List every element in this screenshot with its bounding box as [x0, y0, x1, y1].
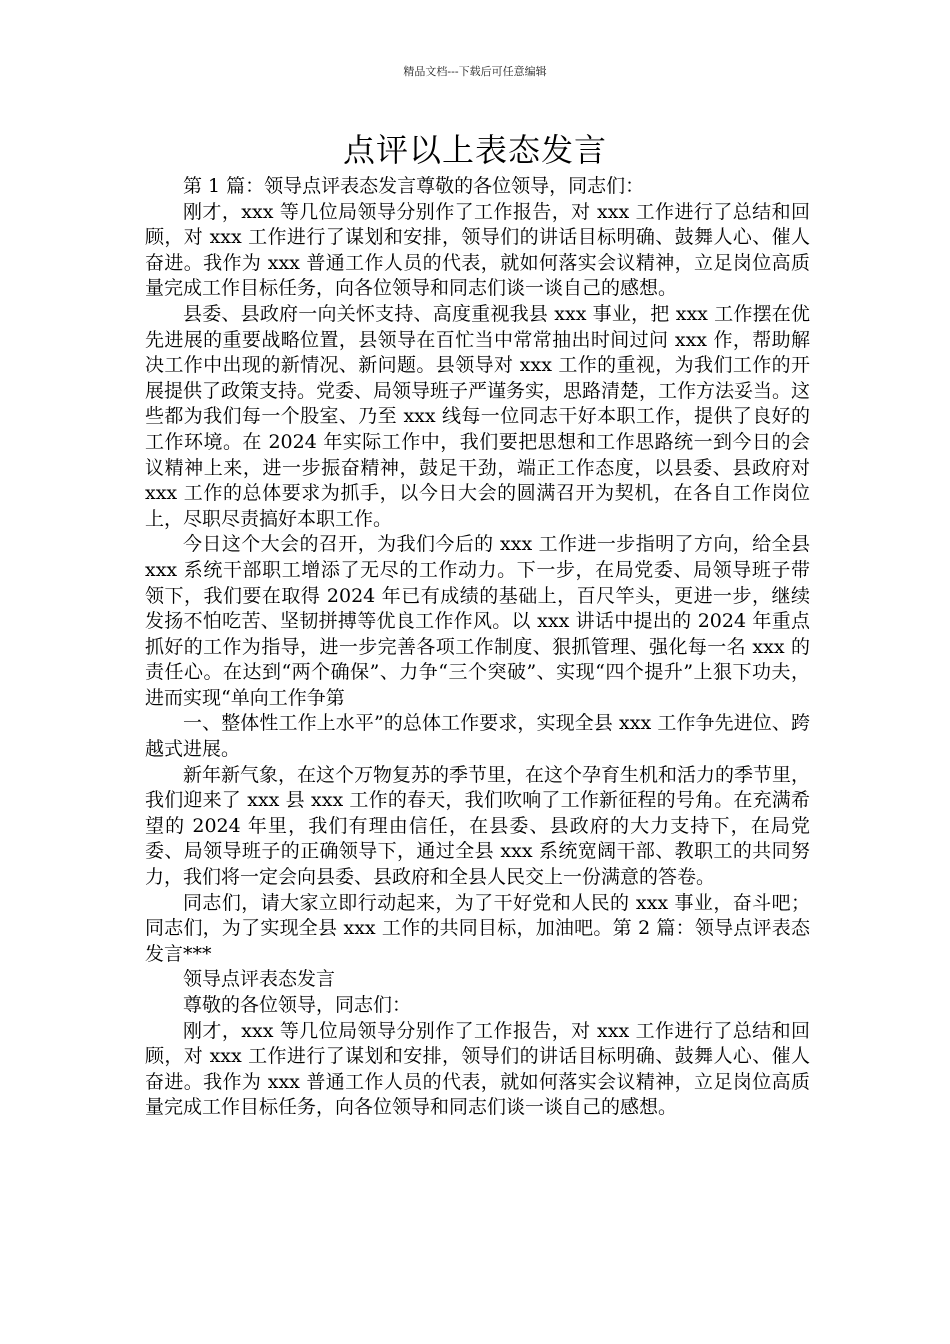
- paragraph-1: 第 1 篇：领导点评表态发言尊敬的各位领导，同志们：: [183, 175, 645, 197]
- document-body: [145, 174, 810, 1121]
- paragraph-10: 刚才，xxx 等几位局领导分别作了工作报告，对 xxx 工作进行了总结和回顾，对 xxx 工作进行了谋划和安排，领导们的讲话目标明确、鼓舞人心、催人奋进。我作为 xxx 普通工作人员的代表，就如何落实会议精神，立足岗位高质量完成工作目标任务，向各位领导和同志们谈一谈自己的感想。: [145, 1019, 810, 1119]
- paragraph-7: 同志们，请大家立即行动起来，为了干好党和人民的 xxx 事业，奋斗吧；同志们，为了实现全县 xxx 工作的共同目标，加油吧。第 2 篇：领导点评表态发言***: [145, 891, 810, 965]
- paragraph-6: 新年新气象，在这个万物复苏的季节里，在这个孕育生机和活力的季节里，我们迎来了 xxx 县 xxx 工作的春天，我们吹响了工作新征程的号角。在充满希望的 2024 年里，我们有理由信任，在县委、县政府的大力支持下，在局党委、局领导班子的正确领导下，通过全县 xxx 系统宽阔干部、教职工的共同努力，我们将一定会向县委、县政府和全县人民交上一份满意的答卷。: [145, 763, 811, 889]
- paragraph-8: 领导点评表态发言: [183, 968, 336, 991]
- paragraph-3: 县委、县政府一向关怀支持、高度重视我县 xxx 事业，把 xxx 工作摆在优先进展的重要战略位置，县领导在百忙当中常常抽出时间过问 xxx 作，帮助解决工作中出现的新情况、新问题。县领导对 xxx 工作的重视，为我们工作的开展提供了政策支持。党委、局领导班子严谨务实，思路清楚，工作方法妥当。这些都为我们每一个股室、乃至 xxx 线每一位同志干好本职工作，提供了良好的工作环境。在 2024 年实际工作中，我们要把思想和工作思路统一到今日的会议精神上来，进一步振奋精神，鼓足干劲，端正工作态度，以县委、县政府对 xxx 工作的总体要求为抓手，以今日大会的圆满召开为契机，在各自工作岗位上，尽职尽责搞好本职工作。: [145, 302, 811, 530]
- page-header: 精品文档---下载后可任意编辑: [403, 65, 547, 78]
- paragraph-4: 今日这个大会的召开，为我们今后的 xxx 工作进一步指明了方向，给全县 xxx 系统干部职工增添了无尽的工作动力。下一步，在局党委、局领导班子带领下，我们要在取得 2024 年已有成绩的基础上，百尺竿头，更进一步，继续发扬不怕吃苦、坚韧拼搏等优良工作作风。以 xxx 讲话中提出的 2024 年重点抓好的工作为指导，进一步完善各项工作制度、狠抓管理、强化每一名 xxx 的责任心。在达到“两个确保”、力争“三个突破”、实现“四个提升”上狠下功夫，进而实现“单向工作争第: [145, 533, 810, 709]
- paragraph-9: 尊敬的各位领导，同志们：: [183, 994, 412, 1016]
- paragraph-2: 刚才，xxx 等几位局领导分别作了工作报告，对 xxx 工作进行了总结和回顾，对 xxx 工作进行了谋划和安排，领导们的讲话目标明确、鼓舞人心、催人奋进。我作为 xxx 普通工作人员的代表，就如何落实会议精神，立足岗位高质量完成工作目标任务，向各位领导和同志们谈一谈自己的感想。: [145, 200, 810, 300]
- document-title: 点评以上表态发言: [342, 131, 607, 169]
- paragraph-5: 一、整体性工作上水平”的总体工作要求，实现全县 xxx 工作争先进位、跨越式进展。: [145, 712, 810, 761]
